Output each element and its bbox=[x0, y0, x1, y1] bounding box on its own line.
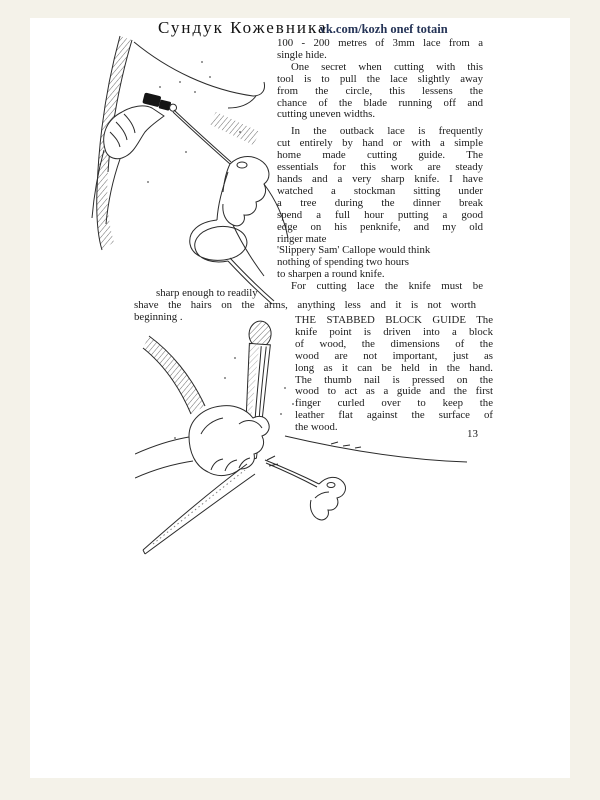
text-line: long as it can be held in the hand. bbox=[295, 361, 493, 374]
page-number: 13 bbox=[467, 428, 478, 440]
text-line: cutting uneven widths. bbox=[277, 108, 376, 121]
page-header bbox=[158, 18, 448, 38]
watermark-overlap-text: vk.com/kozh onef totain bbox=[319, 22, 448, 36]
text-line: knife point is driven into a block bbox=[295, 325, 493, 338]
lace-cutting-illustration bbox=[90, 32, 290, 312]
text-line: spend a full hour putting a good bbox=[277, 208, 483, 221]
text-line: cut entirely by hand or with a simple bbox=[277, 137, 483, 150]
text-line: tool is to pull the lace slightly away bbox=[277, 72, 483, 85]
text-line: home made cutting guide. The bbox=[277, 149, 483, 162]
text-line: nothing of spending two hours bbox=[277, 256, 409, 269]
text-line: essentials for this work are steady bbox=[277, 161, 483, 174]
text-line: wood to act as a guide and the first bbox=[295, 385, 493, 398]
text-line: a tree during the dinner break bbox=[277, 196, 483, 209]
text-line: shave the hairs on the arms, anything less and it is not worth bbox=[134, 298, 476, 311]
text-line: ringer mate bbox=[277, 232, 327, 245]
text-line: The thumb nail is pressed on the bbox=[295, 373, 493, 386]
text-line: chance of the blade running off and bbox=[277, 96, 483, 109]
text-line: leather flat against the surface of bbox=[295, 409, 493, 422]
text-line: THE STABBED BLOCK GUIDE The bbox=[295, 314, 493, 326]
book-page bbox=[30, 18, 570, 778]
text-column-stabbed-block bbox=[295, 315, 493, 434]
text-line: from the circle, this lessens the bbox=[277, 84, 483, 97]
text-line: In the outback lace is frequently bbox=[291, 125, 483, 138]
text-line: sharp enough to readily bbox=[156, 287, 258, 299]
text-line: beginning . bbox=[134, 310, 183, 323]
text-line: One secret when cutting with this bbox=[291, 60, 483, 73]
watermark-title: Сундук Кожевника bbox=[158, 18, 328, 37]
text-line: wood are not important, just as bbox=[295, 349, 493, 362]
text-line: hands and a very sharp knife. I have bbox=[277, 172, 483, 185]
text-line: 'Slippery Sam' Callope would think bbox=[277, 244, 431, 257]
text-line: of wood, the dimensions of the bbox=[295, 337, 493, 350]
text-column-right bbox=[277, 38, 483, 293]
text-line: the wood. bbox=[295, 421, 338, 434]
text-line: finger curled over to keep the bbox=[295, 397, 493, 410]
text-line: single hide. bbox=[277, 48, 327, 61]
text-line: watched a stockman sitting under bbox=[277, 184, 483, 197]
text-line: 100 - 200 metres of 3mm lace from a bbox=[277, 37, 483, 49]
text-line: to sharpen a round knife. bbox=[277, 268, 385, 281]
text-line: edge on his penknife, and my old bbox=[277, 220, 483, 233]
text-line: For cutting lace the knife must be bbox=[291, 280, 483, 293]
